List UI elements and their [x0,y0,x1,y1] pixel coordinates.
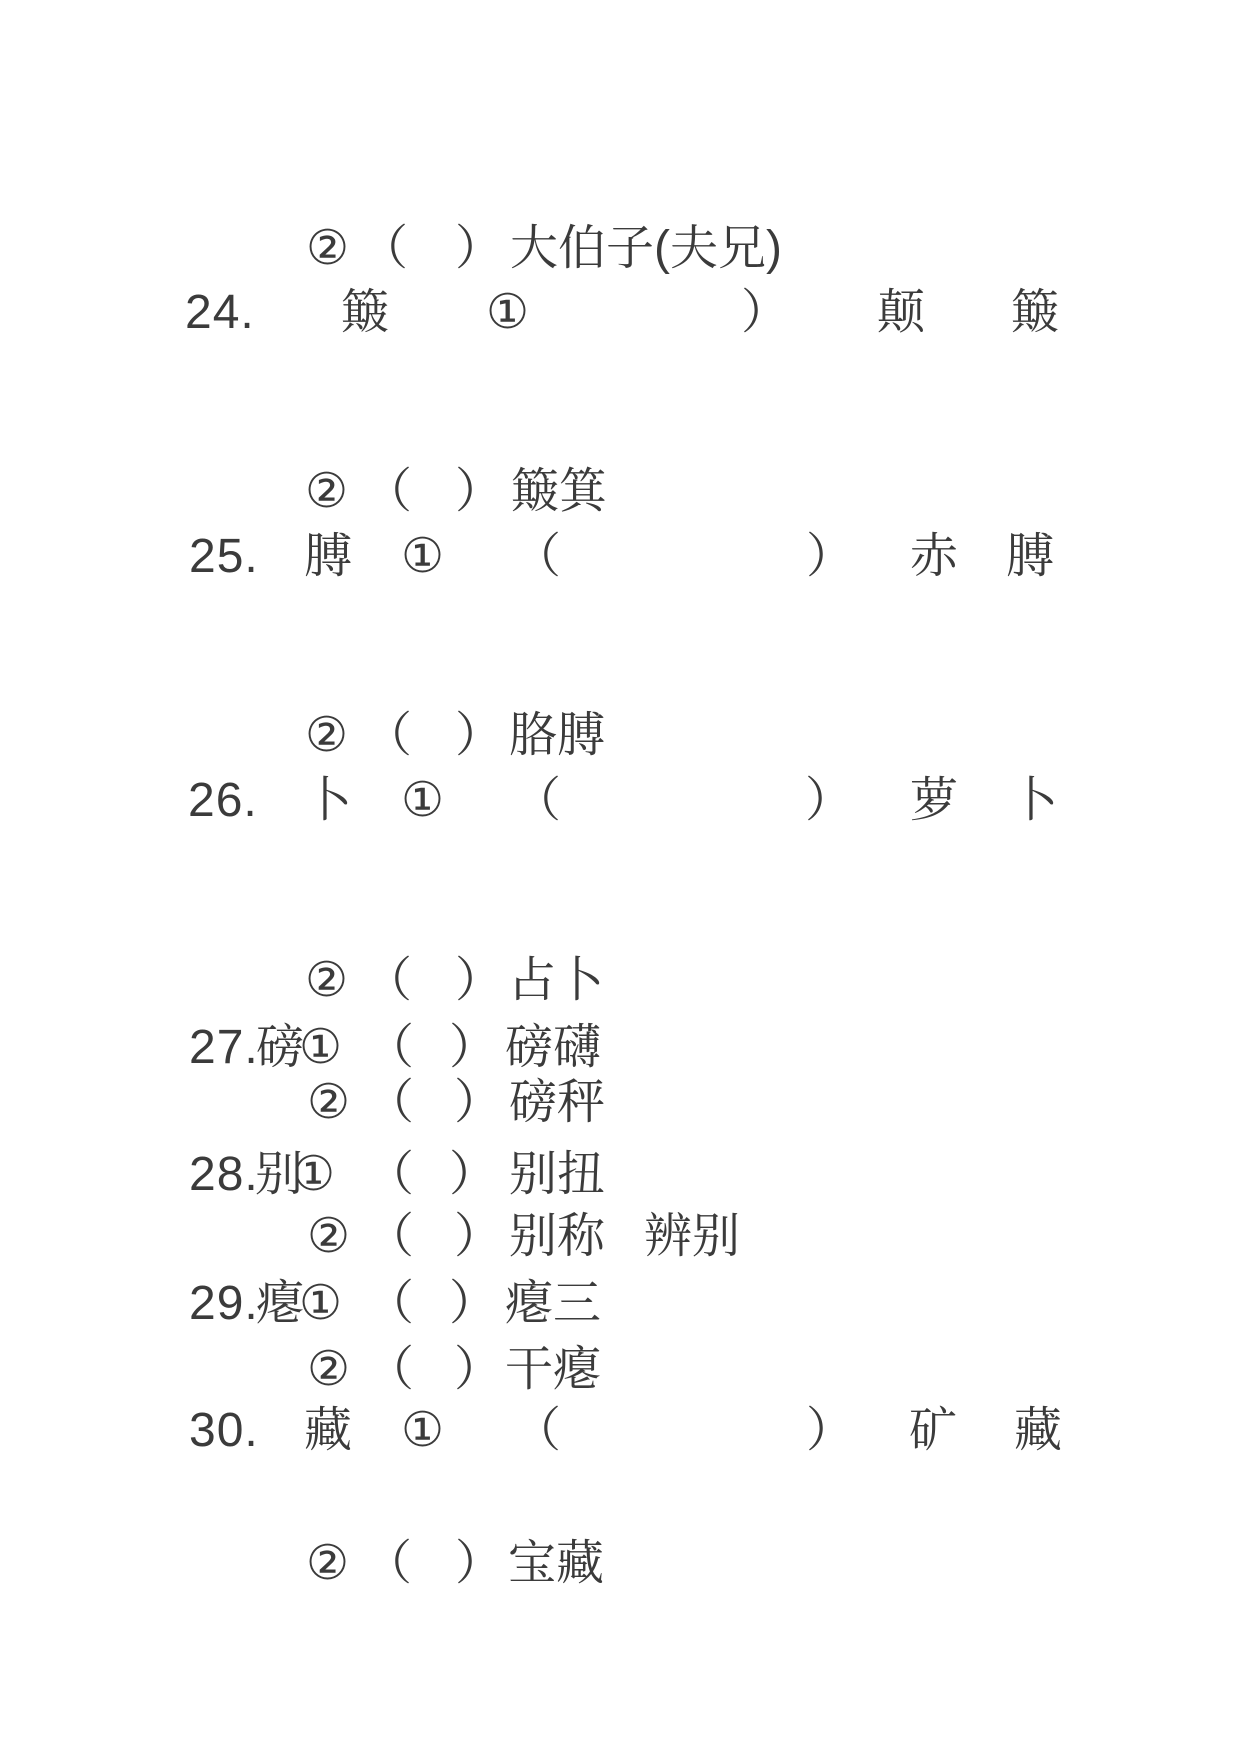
item-number: 28. [189,1148,259,1201]
close-paren: ） [449,1277,498,1330]
sense-marker: ② [305,709,349,762]
sense-marker: ② [306,222,350,275]
close-paren: ） [455,222,504,275]
close-paren: ） [741,286,790,339]
row-item29-sense1 [0,1277,1241,1331]
open-paren: （ [364,709,413,762]
example-word-2: 膊 [1006,530,1055,583]
example-word: 干瘪 [505,1343,602,1396]
sense-marker: ② [307,1076,351,1129]
example-word: 瘪三 [505,1277,602,1330]
open-paren: （ [366,1343,415,1396]
item-number: 29. [189,1277,259,1330]
headword-char: 磅 [256,1021,305,1074]
headword-char: 膊 [304,530,353,583]
sense-marker: ① [299,1277,343,1330]
close-paren: ） [806,1404,855,1457]
example-word: 别扭 [509,1148,606,1201]
row-item25-sense1 [0,530,1241,584]
item-number: 27. [189,1021,259,1074]
sense-marker: ① [292,1148,336,1201]
open-paren: （ [360,222,409,275]
example-word-2: 卜 [1010,774,1059,827]
example-word-1: 矿 [909,1404,958,1457]
open-paren: （ [364,465,413,518]
open-paren: （ [513,530,562,583]
row-item26-sense1 [0,774,1241,828]
open-paren: （ [366,1210,415,1263]
close-paren: ） [454,1343,503,1396]
close-paren: ） [455,465,504,518]
row-item27-sense1 [0,1021,1241,1075]
example-word: 胳膊 [509,709,606,762]
item-number: 24. [185,286,255,339]
open-paren: （ [364,954,413,1007]
row-item26-sense2 [0,954,1241,1008]
row-item27-sense2 [0,1076,1241,1130]
close-paren: ） [455,954,504,1007]
row-item24-sense1 [0,286,1241,340]
example-word-2: 藏 [1014,1404,1063,1457]
sense-marker: ② [307,1343,351,1396]
headword-char: 卜 [304,774,353,827]
row-item30-sense2 [0,1537,1241,1591]
sense-marker: ① [299,1021,343,1074]
row-item25-sense2 [0,709,1241,763]
sense-marker: ② [305,954,349,1007]
close-paren: ） [455,709,504,762]
row-item23-sense2 [0,222,1241,276]
close-paren: ） [455,1537,504,1590]
open-paren: （ [366,1148,415,1201]
item-number: 26. [188,774,258,827]
open-paren: （ [513,774,562,827]
item-number: 30. [189,1404,259,1457]
row-item28-sense2 [0,1210,1241,1264]
close-paren: ） [449,1148,498,1201]
close-paren: ） [805,774,854,827]
row-item28-sense1 [0,1148,1241,1202]
row-item24-sense2 [0,465,1241,519]
example-word: 簸箕 [511,465,608,518]
sense-marker: ② [307,1210,351,1263]
sense-marker: ① [401,1404,445,1457]
close-paren: ） [454,1076,503,1129]
example-word-1: 颠 [877,286,926,339]
open-paren: （ [513,1404,562,1457]
example-word-2: 簸 [1011,286,1060,339]
example-word-1: 萝 [910,774,959,827]
example-word: 大伯子(夫兄) [510,222,782,275]
sense-marker: ① [401,774,445,827]
headword-char: 藏 [304,1404,353,1457]
example-word: 磅秤 [509,1076,606,1129]
close-paren: ） [449,1021,498,1074]
example-word-1: 别称 [509,1210,606,1263]
sense-marker: ② [305,465,349,518]
row-item30-sense1 [0,1404,1241,1458]
sense-marker: ① [401,530,445,583]
open-paren: （ [366,1076,415,1129]
open-paren: （ [364,1537,413,1590]
example-word: 宝藏 [508,1537,605,1590]
item-number: 25. [189,530,259,583]
headword-char: 别 [255,1148,304,1201]
headword-char: 簸 [341,286,390,339]
open-paren: （ [366,1277,415,1330]
row-item29-sense2 [0,1343,1241,1397]
sense-marker: ② [306,1537,350,1590]
example-word: 占卜 [508,954,605,1007]
example-word-1: 赤 [910,530,959,583]
example-word-2: 辨别 [644,1210,741,1263]
sense-marker: ① [486,286,530,339]
close-paren: ） [806,530,855,583]
example-word: 磅礴 [505,1021,602,1074]
headword-char: 瘪 [256,1277,305,1330]
close-paren: ） [454,1210,503,1263]
open-paren: （ [366,1021,415,1074]
